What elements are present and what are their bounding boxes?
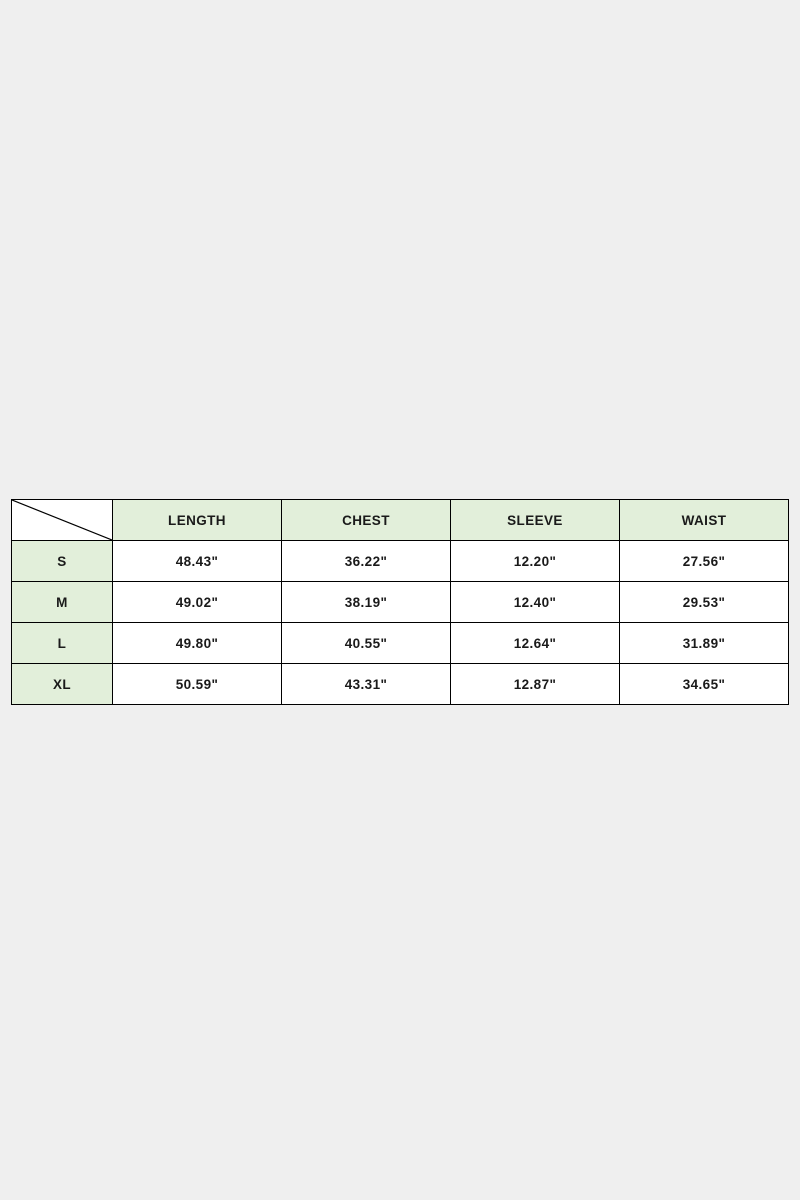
table-body <box>12 541 789 705</box>
size-chart-container <box>11 499 789 705</box>
table-row <box>12 541 789 582</box>
cell-m-length: 49.02" <box>113 582 282 623</box>
cell-s-length: 48.43" <box>113 541 282 582</box>
table-header-row <box>12 500 789 541</box>
cell-m-chest: 38.19" <box>282 582 451 623</box>
size-label-m: M <box>12 582 113 623</box>
diagonal-corner-cell <box>12 500 113 541</box>
cell-xl-chest: 43.31" <box>282 664 451 705</box>
size-label-xl: XL <box>12 664 113 705</box>
cell-l-chest: 40.55" <box>282 623 451 664</box>
column-header-chest: CHEST <box>282 500 451 541</box>
cell-xl-waist: 34.65" <box>620 664 789 705</box>
size-label-l: L <box>12 623 113 664</box>
cell-m-sleeve: 12.40" <box>451 582 620 623</box>
cell-l-sleeve: 12.64" <box>451 623 620 664</box>
cell-s-waist: 27.56" <box>620 541 789 582</box>
cell-m-waist: 29.53" <box>620 582 789 623</box>
size-label-s: S <box>12 541 113 582</box>
diagonal-line-icon <box>12 500 112 540</box>
cell-s-chest: 36.22" <box>282 541 451 582</box>
cell-l-waist: 31.89" <box>620 623 789 664</box>
cell-xl-length: 50.59" <box>113 664 282 705</box>
column-header-waist: WAIST <box>620 500 789 541</box>
table-row <box>12 582 789 623</box>
column-header-sleeve: SLEEVE <box>451 500 620 541</box>
size-chart-table <box>11 499 789 705</box>
cell-xl-sleeve: 12.87" <box>451 664 620 705</box>
cell-s-sleeve: 12.20" <box>451 541 620 582</box>
table-header <box>12 500 789 541</box>
table-row <box>12 623 789 664</box>
cell-l-length: 49.80" <box>113 623 282 664</box>
column-header-length: LENGTH <box>113 500 282 541</box>
table-row <box>12 664 789 705</box>
